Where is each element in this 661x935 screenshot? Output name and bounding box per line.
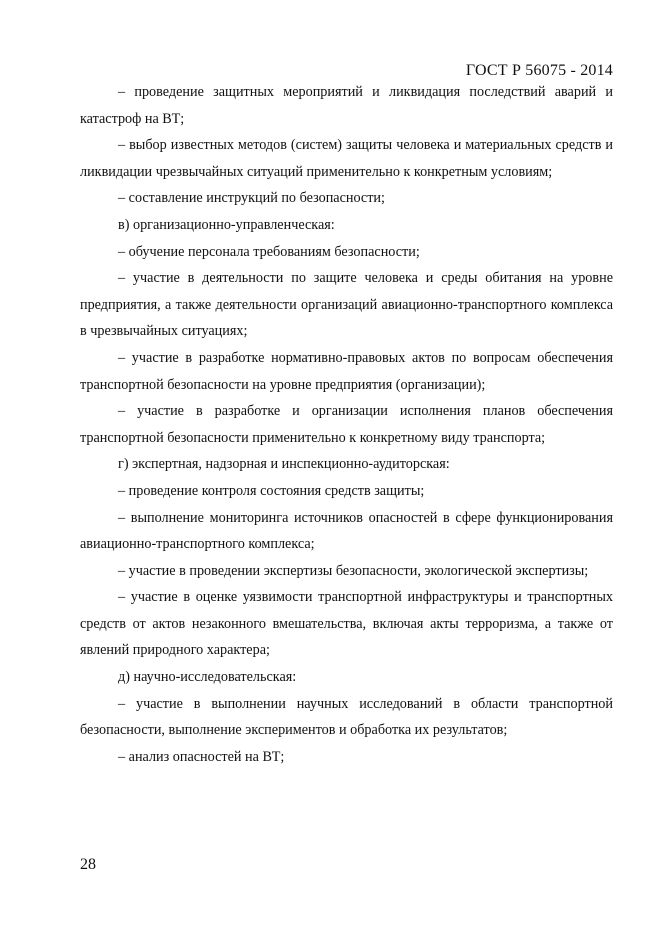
paragraph-hazard-monitoring: – выполнение мониторинга источников опасностей в сфере функционирования авиационно-транспортного комплекса; bbox=[80, 509, 613, 553]
paragraph-protection-methods: – выбор известных методов (систем) защиты человека и материальных средств и ликвидации чрезвычайных ситуаций применительно к конкретным условиям; bbox=[80, 137, 613, 180]
section-heading-research: д) научно-исследовательская: bbox=[118, 669, 297, 686]
document-header-id: ГОСТ Р 56075 - 2014 bbox=[465, 62, 613, 79]
paragraph-hazard-analysis: – анализ опасностей на ВТ; bbox=[118, 748, 285, 765]
page-number: 28 bbox=[80, 856, 96, 873]
paragraph-regulatory-acts: – участие в разработке нормативно-правовых актов по вопросам обеспечения транспортной безопасности на уровне предприятия (организации); bbox=[80, 349, 613, 393]
paragraph-safety-expertise: – участие в проведении экспертизы безопасности, экологической экспертизы; bbox=[118, 562, 589, 579]
paragraph-vulnerability-assessment: – участие в оценке уязвимости транспортной инфраструктуры и транспортных средств от актов незаконного вмешательства, включая акты терроризма, а также от явлений природного характера; bbox=[80, 589, 613, 659]
paragraph-staff-training: – обучение персонала требованиям безопасности; bbox=[118, 243, 420, 260]
paragraph-protection-control: – проведение контроля состояния средств защиты; bbox=[118, 482, 425, 499]
section-heading-expert: г) экспертная, надзорная и инспекционно-аудиторская: bbox=[118, 456, 450, 473]
paragraph-safety-instructions: – составление инструкций по безопасности; bbox=[118, 190, 385, 207]
paragraph-protection-activities: – участие в деятельности по защите человека и среды обитания на уровне предприятия, а также деятельности организаций авиационно-транспортного комплекса в чрезвычайных ситуациях; bbox=[80, 270, 613, 340]
section-heading-organizational: в) организационно-управленческая: bbox=[118, 216, 335, 233]
document-body bbox=[80, 79, 613, 770]
paragraph-scientific-research: – участие в выполнении научных исследований в области транспортной безопасности, выполнение экспериментов и обработка их результатов; bbox=[80, 695, 613, 739]
paragraph-security-plans: – участие в разработке и организации исполнения планов обеспечения транспортной безопасности применительно к конкретному виду транспорта; bbox=[80, 403, 613, 446]
paragraph-protective-measures: – проведение защитных мероприятий и ликвидация последствий аварий и катастроф на ВТ; bbox=[80, 84, 613, 127]
